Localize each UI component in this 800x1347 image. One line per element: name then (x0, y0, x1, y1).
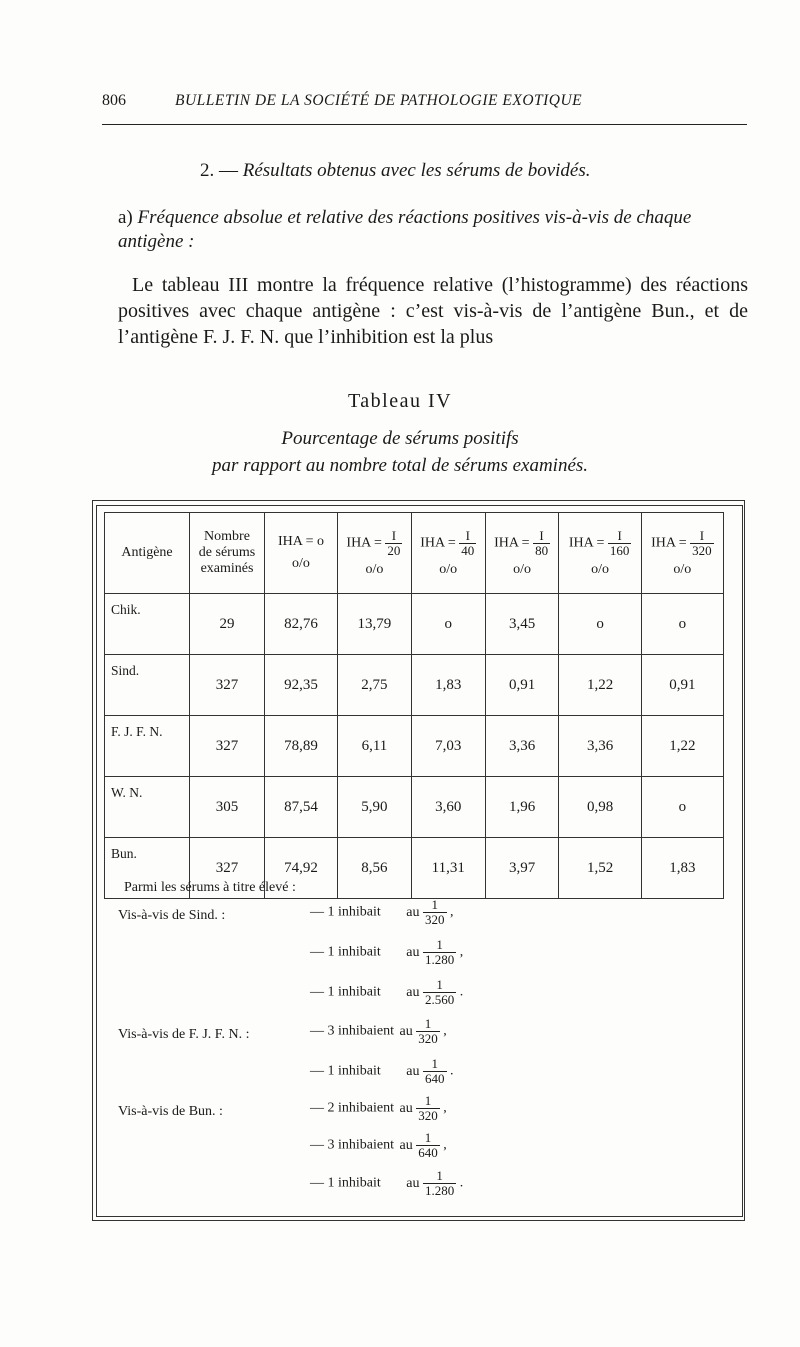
header-count-line1: Nombre (204, 529, 250, 544)
header-iha-prefix: IHA = (420, 535, 456, 551)
cell-iha-80: 3,36 (485, 716, 559, 777)
cell-iha-160: 0,98 (559, 777, 641, 838)
cell-iha-40: 7,03 (411, 716, 485, 777)
notes-intro: Parmi les sérums à titre élevé : (124, 880, 296, 895)
header-rule (102, 124, 747, 125)
subsection-heading (118, 206, 748, 254)
note-denominator: 320 (418, 1031, 438, 1046)
header-count-line3: examinés (200, 561, 254, 576)
note-punct: , (443, 1100, 447, 1116)
cell-iha-80: 1,96 (485, 777, 559, 838)
table-row (105, 777, 724, 838)
note-label: Vis-à-vis de F. J. F. N. : (118, 1027, 250, 1042)
cell-iha-0: 78,89 (265, 716, 338, 777)
table-title: Tableau IV (347, 390, 453, 412)
header-unit: o/o (591, 561, 610, 577)
note-line (310, 1017, 447, 1046)
cell-iha-160: o (559, 594, 641, 655)
cell-iha-0: 82,76 (265, 594, 338, 655)
note-numerator: 1 (416, 1131, 440, 1146)
header-denominator: 20 (387, 542, 401, 558)
note-numerator: 1 (423, 978, 456, 993)
note-au: au (406, 944, 420, 960)
cell-iha-20: 5,90 (338, 777, 412, 838)
header-denominator: 320 (692, 542, 712, 558)
note-punct: . (450, 1063, 454, 1079)
table-row (105, 594, 724, 655)
cell-iha-40: 11,31 (411, 838, 485, 899)
cell-antigen: Sind. (105, 655, 190, 716)
header-unit: o/o (439, 561, 458, 577)
cell-iha-20: 2,75 (338, 655, 412, 716)
cell-iha-0: 74,92 (265, 838, 338, 899)
note-numerator: 1 (423, 938, 456, 953)
header-iha-prefix: IHA = (494, 535, 530, 551)
section-heading (200, 160, 590, 182)
note-text: — 2 inhibaient (310, 1100, 394, 1116)
note-line (310, 1094, 447, 1123)
note-punct: . (459, 984, 464, 1000)
body-paragraph: Le tableau III montre la fréquence relative (l’histogramme) des réactions positives avec chaque antigène : c’est vis-à-vis de l’antigène Bun., et de l’antigène F. J. F. N. que l’inhibition est la plus (118, 274, 748, 348)
note-denominator: 2.560 (425, 992, 455, 1007)
note-line (310, 1169, 463, 1198)
table-caption-line2: par rapport au nombre total de sérums examinés. (211, 455, 589, 476)
header-numerator: I (385, 529, 402, 544)
note-text: — 1 inhibait (310, 1175, 381, 1191)
note-denominator: 1.280 (425, 952, 455, 967)
note-numerator: 1 (423, 1169, 456, 1184)
cell-iha-20: 6,11 (338, 716, 412, 777)
cell-iha-40: o (411, 594, 485, 655)
header-iha-prefix: IHA = (346, 535, 382, 551)
header-iha-prefix: IHA = (568, 535, 605, 551)
note-line (310, 898, 454, 927)
note-denominator: 320 (418, 1108, 438, 1123)
header-unit: o/o (673, 561, 692, 577)
header-iha-prefix: IHA = (651, 535, 687, 551)
note-text: — 1 inhibait (310, 1063, 381, 1079)
cell-iha-80: 3,97 (485, 838, 559, 899)
header-iha-20 (338, 513, 412, 594)
header-antigen: Antigène (105, 513, 190, 594)
header-numerator: I (608, 529, 632, 544)
data-table (104, 512, 724, 899)
cell-iha-160: 1,52 (559, 838, 641, 899)
header-denominator: 80 (535, 542, 549, 558)
header-iha-40 (411, 513, 485, 594)
note-punct: , (450, 904, 454, 920)
page-number: 806 (102, 92, 126, 109)
table-row (105, 716, 724, 777)
note-numerator: 1 (416, 1094, 440, 1109)
note-text: — 1 inhibait (310, 904, 381, 920)
note-punct: , (443, 1137, 447, 1153)
header-iha-0 (265, 513, 338, 594)
note-line (310, 938, 463, 967)
note-line (310, 1057, 454, 1086)
note-au: au (399, 1023, 413, 1039)
cell-iha-0: 92,35 (265, 655, 338, 716)
subsection-label: a) (118, 207, 133, 228)
cell-iha-320: 1,22 (641, 716, 723, 777)
note-text: — 3 inhibaient (310, 1023, 394, 1039)
cell-count: 29 (190, 594, 265, 655)
note-punct: , (459, 944, 464, 960)
cell-antigen: F. J. F. N. (105, 716, 190, 777)
note-numerator: 1 (423, 898, 447, 913)
note-text: — 1 inhibait (310, 984, 381, 1000)
cell-iha-40: 1,83 (411, 655, 485, 716)
note-denominator: 320 (425, 912, 445, 927)
header-count (190, 513, 265, 594)
cell-iha-80: 3,45 (485, 594, 559, 655)
header-unit: o/o (513, 561, 532, 577)
subsection-title: Fréquence absolue et relative des réactions positives vis-à-vis de chaque antigène : (118, 207, 692, 252)
note-text: — 1 inhibait (310, 944, 381, 960)
cell-iha-320: o (641, 594, 723, 655)
cell-antigen: Chik. (105, 594, 190, 655)
section-number: 2. — (200, 160, 238, 181)
table-row (105, 655, 724, 716)
header-iha-160 (559, 513, 641, 594)
header-unit: o/o (365, 561, 384, 577)
cell-iha-320: o (641, 777, 723, 838)
note-au: au (406, 984, 420, 1000)
header-iha-320 (641, 513, 723, 594)
cell-count: 327 (190, 655, 265, 716)
cell-count: 327 (190, 716, 265, 777)
cell-antigen: Bun. (105, 838, 190, 899)
cell-count: 305 (190, 777, 265, 838)
note-line (310, 978, 463, 1007)
note-punct: , (443, 1023, 447, 1039)
header-numerator: I (690, 529, 714, 544)
cell-iha-160: 1,22 (559, 655, 641, 716)
note-au: au (406, 1063, 420, 1079)
note-numerator: 1 (423, 1057, 447, 1072)
cell-iha-160: 3,36 (559, 716, 641, 777)
cell-iha-20: 13,79 (338, 594, 412, 655)
header-unit: o/o (292, 556, 310, 571)
header-count-line2: de sérums (198, 545, 256, 560)
cell-count: 327 (190, 838, 265, 899)
header-iha-80 (485, 513, 559, 594)
header-numerator: I (533, 529, 550, 544)
cell-antigen: W. N. (105, 777, 190, 838)
note-denominator: 1.280 (425, 1183, 455, 1198)
cell-iha-40: 3,60 (411, 777, 485, 838)
table-header-row (105, 513, 724, 594)
note-text: — 3 inhibaient (310, 1137, 394, 1153)
note-label: Vis-à-vis de Bun. : (118, 1104, 223, 1119)
cell-iha-320: 0,91 (641, 655, 723, 716)
cell-iha-80: 0,91 (485, 655, 559, 716)
note-au: au (406, 904, 420, 920)
note-denominator: 640 (418, 1145, 438, 1160)
header-iha-0-label: IHA = o (277, 534, 324, 549)
section-title: Résultats obtenus avec les sérums de bovidés. (242, 160, 591, 181)
note-line (310, 1131, 447, 1160)
note-label: Vis-à-vis de Sind. : (118, 908, 226, 923)
note-punct: . (459, 1175, 464, 1191)
note-denominator: 640 (425, 1071, 445, 1086)
note-numerator: 1 (416, 1017, 440, 1032)
running-title: BULLETIN DE LA SOCIÉTÉ DE PATHOLOGIE EXOTIQUE (175, 92, 583, 109)
cell-iha-320: 1,83 (641, 838, 723, 899)
cell-iha-20: 8,56 (338, 838, 412, 899)
note-au: au (406, 1175, 420, 1191)
header-denominator: 160 (609, 542, 630, 558)
header-denominator: 40 (461, 542, 475, 558)
cell-iha-0: 87,54 (265, 777, 338, 838)
header-numerator: I (459, 529, 476, 544)
note-au: au (399, 1137, 413, 1153)
note-au: au (399, 1100, 413, 1116)
table-caption-line1: Pourcentage de sérums positifs (281, 428, 519, 449)
